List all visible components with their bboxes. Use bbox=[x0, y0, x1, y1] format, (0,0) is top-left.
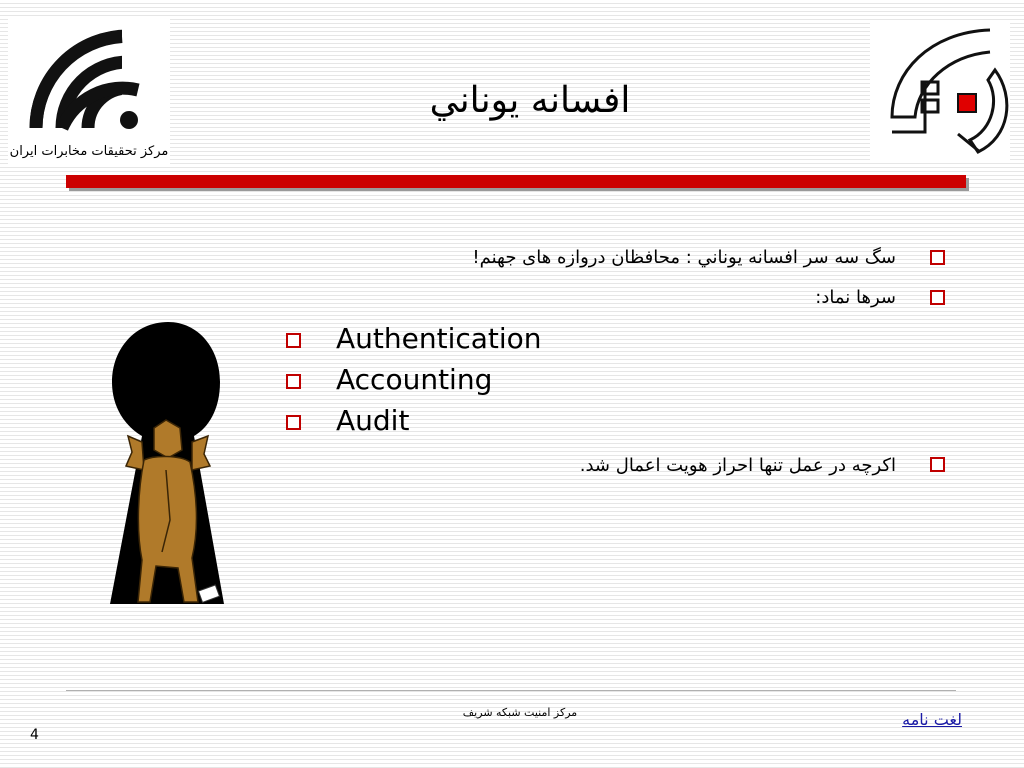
square-bullet-icon bbox=[930, 250, 945, 265]
bullet-text-heads-symbol: سرها نماد: bbox=[815, 287, 896, 308]
sharif-emblem-logo-icon bbox=[870, 22, 1010, 160]
sub-bullet-accounting: Accounting bbox=[336, 363, 493, 396]
bullet-text-authentication-only: اکرچه در عمل تنها احراز هويت اعمال شد. bbox=[579, 455, 896, 476]
bullet-text-cerberus: سگ سه سر افسانه يوناني : محافظان دروازه های جهنم! bbox=[472, 247, 896, 268]
square-bullet-icon bbox=[286, 333, 301, 348]
slide-title: افسانه يوناني bbox=[429, 80, 631, 121]
square-bullet-icon bbox=[286, 374, 301, 389]
footer-divider bbox=[66, 690, 956, 691]
right-logo bbox=[870, 22, 1010, 160]
sub-bullet-authentication: Authentication bbox=[336, 322, 542, 355]
left-logo-caption: مرکز تحقیقات مخابرات ایران bbox=[9, 144, 169, 159]
square-bullet-icon bbox=[930, 290, 945, 305]
signal-waves-logo-icon bbox=[26, 28, 152, 138]
sub-bullet-audit: Audit bbox=[336, 404, 410, 437]
square-bullet-icon bbox=[286, 415, 301, 430]
title-divider bbox=[66, 175, 966, 188]
square-bullet-icon bbox=[930, 457, 945, 472]
page-number: 4 bbox=[30, 727, 39, 743]
cerberus-keyhole-image bbox=[108, 320, 228, 610]
footer-center-text: مرکز امنيت شبکه شريف bbox=[462, 706, 578, 719]
left-logo bbox=[8, 18, 170, 166]
glossary-link[interactable]: لغت نامه bbox=[902, 710, 962, 729]
